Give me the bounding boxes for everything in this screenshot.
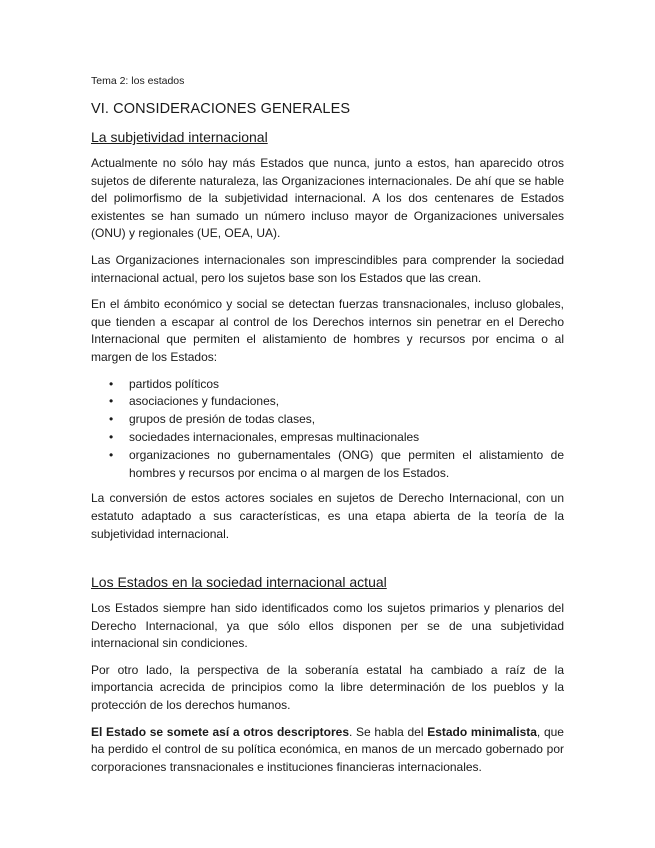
header-note: Tema 2: los estados — [91, 75, 185, 87]
bullet-icon: • — [109, 394, 114, 409]
document-content — [91, 75, 564, 785]
section-heading-estados: Los Estados en la sociedad internacional actual — [91, 574, 387, 591]
document-title: VI. CONSIDERACIONES GENERALES — [91, 101, 351, 117]
bullet-icon: • — [109, 447, 114, 462]
bullet-icon: • — [109, 412, 114, 427]
list-item-text: sociedades internacionales, empresas multinacionales — [129, 429, 420, 444]
paragraph: Las Organizaciones internacionales son imprescindibles para comprender la sociedad internacional actual, pero los sujetos base son los Estados que las crean. — [91, 252, 564, 285]
list-item — [91, 393, 564, 411]
paragraph: En el ámbito económico y social se detectan fuerzas transnacionales, incluso globales, que tienden a escapar al control de los Derechos internos sin penetrar en el Derecho Internacional que permiten el alistamiento de hombres y recursos por encima o al margen de los Estados: — [91, 297, 564, 364]
actors-bullet-list — [91, 376, 564, 483]
inline-text: . Se habla del — [349, 724, 428, 739]
section-spacer — [91, 552, 564, 574]
list-item-text: grupos de presión de todas clases, — [129, 412, 316, 427]
list-item-text: partidos políticos — [129, 376, 220, 391]
paragraph: Por otro lado, la perspectiva de la soberanía estatal ha cambiado a raíz de la importancia acrecida de principios como la libre determinación de los pueblos y la protección de los derechos humanos. — [91, 662, 564, 713]
list-item — [91, 411, 564, 429]
bold-text: Estado minimalista — [427, 724, 537, 739]
list-item — [91, 376, 564, 394]
bullet-icon: • — [109, 376, 114, 391]
paragraph: Los Estados siempre han sido identificados como los sujetos primarios y plenarios del Derecho Internacional, ya que sólo ellos disponen per se de una subjetividad internacional sin condiciones. — [91, 601, 564, 651]
section-heading-subjetividad: La subjetividad internacional — [91, 129, 268, 145]
paragraph: Actualmente no sólo hay más Estados que nunca, junto a estos, han aparecido otros sujetos de diferente naturaleza, las Organizaciones internacionales. De ahí que se hable del polimorfismo de la subjetividad internacional. A los dos centenares de Estados existentes se han sumado un número incluso mayor de Organizaciones universales (ONU) y regionales (UE, OEA, UA). — [91, 156, 564, 241]
inline-text: , que ha perdido el control de su política económica, en manos de un mercado gobernado por corporaciones transnacionales e instituciones financieras internacionales. — [91, 724, 564, 774]
list-item-text: asociaciones y fundaciones, — [129, 394, 280, 409]
list-item-text: organizaciones no gubernamentales (ONG) que permiten el alistamiento de hombres y recursos por encima o al margen de los Estados. — [129, 447, 564, 480]
bold-text: El Estado se somete así a otros descriptores — [91, 724, 349, 739]
paragraph-estado-minimalista — [91, 724, 564, 777]
bullet-icon: • — [109, 429, 114, 444]
paragraph: La conversión de estos actores sociales en sujetos de Derecho Internacional, con un estatuto adaptado a sus características, es una etapa abierta de la teoría de la subjetividad internacional. — [91, 491, 564, 541]
list-item — [91, 429, 564, 447]
list-item — [91, 447, 564, 483]
